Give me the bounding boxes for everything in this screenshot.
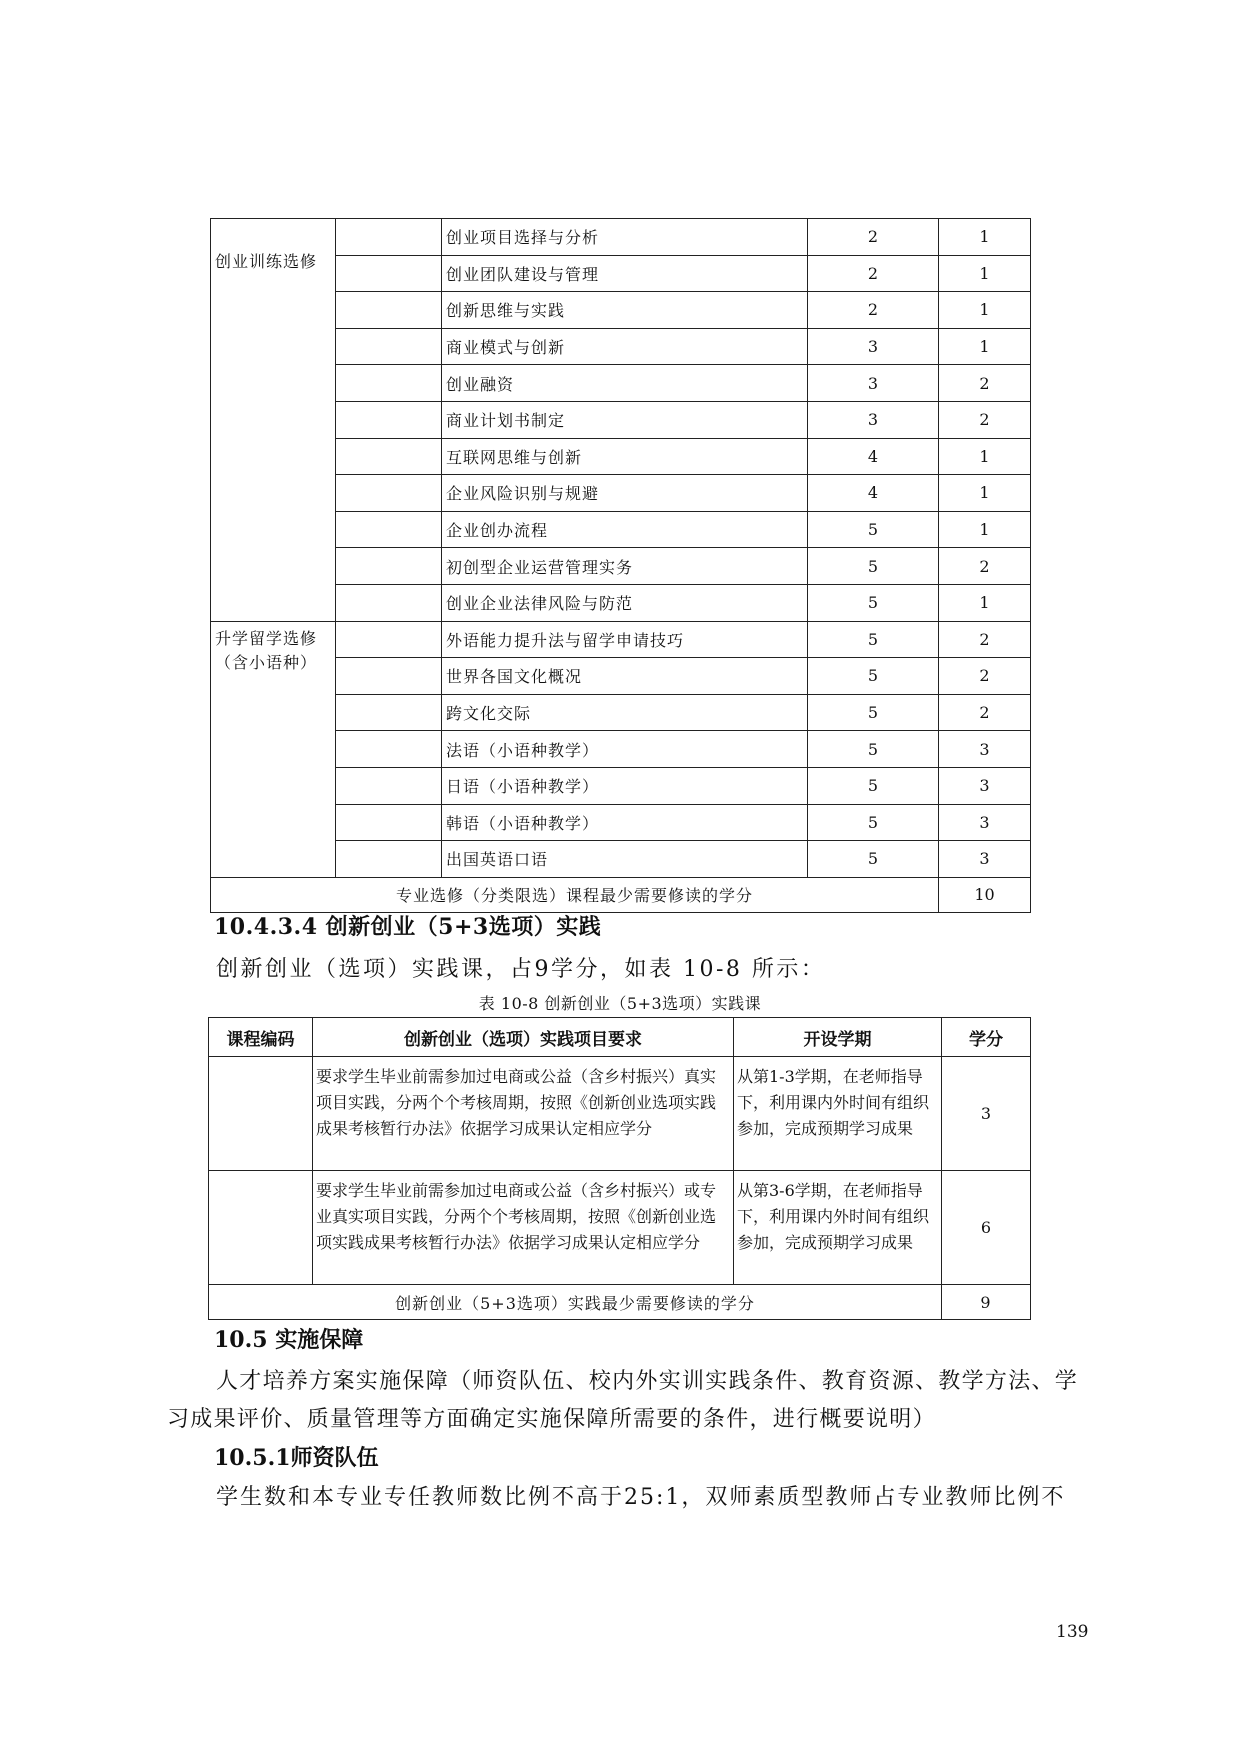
credit-cell: 2 <box>939 658 1031 695</box>
course-name: 企业创办流程 <box>442 511 808 548</box>
course-name: 日语（小语种教学） <box>442 767 808 804</box>
code-cell <box>336 658 442 695</box>
course-name: 出国英语口语 <box>442 841 808 878</box>
credit-cell: 2 <box>939 548 1031 585</box>
credit-cell: 1 <box>939 475 1031 512</box>
credit-cell: 2 <box>939 621 1031 658</box>
table-caption: 表 10-8 创新创业（5+3选项）实践课 <box>478 994 762 1013</box>
header-semester: 开设学期 <box>734 1018 942 1057</box>
requirement-cell: 要求学生毕业前需参加过电商或公益（含乡村振兴）真实项目实践，分两个个考核周期，按照《创新创业选项实践成果考核暂行办法》依据学习成果认定相应学分 <box>313 1057 734 1171</box>
summary-value: 10 <box>939 877 1031 912</box>
credit-cell: 2 <box>939 694 1031 731</box>
credit-cell: 2 <box>939 365 1031 402</box>
course-name: 创业团队建设与管理 <box>442 255 808 292</box>
code-cell <box>336 804 442 841</box>
summary-label: 专业选修（分类限选）课程最少需要修读的学分 <box>211 877 939 912</box>
code-cell <box>336 841 442 878</box>
course-name: 商业计划书制定 <box>442 401 808 438</box>
semester-cell: 5 <box>808 841 939 878</box>
semester-cell: 4 <box>808 438 939 475</box>
code-cell <box>336 328 442 365</box>
practice-table <box>208 1017 1031 1320</box>
course-name: 商业模式与创新 <box>442 328 808 365</box>
semester-cell: 5 <box>808 548 939 585</box>
code-cell <box>336 219 442 256</box>
credit-cell: 3 <box>939 804 1031 841</box>
category-label <box>215 622 331 675</box>
category-line: （含小语种） <box>215 652 318 672</box>
summary-row <box>211 877 1031 912</box>
course-name: 法语（小语种教学） <box>442 731 808 768</box>
semester-cell: 4 <box>808 475 939 512</box>
credit-cell: 1 <box>939 328 1031 365</box>
semester-cell: 5 <box>808 804 939 841</box>
semester-cell: 从第1-3学期，在老师指导下，利用课内外时间有组织参加，完成预期学习成果 <box>734 1057 942 1171</box>
credit-cell: 1 <box>939 255 1031 292</box>
semester-cell: 2 <box>808 292 939 329</box>
course-code-cell <box>209 1057 313 1171</box>
elective-course-table <box>210 218 1031 913</box>
credit-cell: 1 <box>939 511 1031 548</box>
section-heading-10-5-1: 10.5.1师资队伍 <box>214 1445 379 1471</box>
course-name: 跨文化交际 <box>442 694 808 731</box>
code-cell <box>336 584 442 621</box>
table-row <box>211 621 1031 658</box>
summary-label: 创新创业（5+3选项）实践最少需要修读的学分 <box>209 1285 942 1320</box>
credit-cell: 2 <box>939 401 1031 438</box>
semester-cell: 3 <box>808 328 939 365</box>
code-cell <box>336 255 442 292</box>
section-heading-10-4-3-4: 10.4.3.4 创新创业（5+3选项）实践 <box>214 914 602 940</box>
category-line: 升学留学选修 <box>215 628 318 648</box>
credit-cell: 3 <box>939 841 1031 878</box>
course-name: 初创型企业运营管理实务 <box>442 548 808 585</box>
semester-cell: 5 <box>808 511 939 548</box>
course-name: 韩语（小语种教学） <box>442 804 808 841</box>
course-name: 创业企业法律风险与防范 <box>442 584 808 621</box>
semester-cell: 5 <box>808 731 939 768</box>
credit-cell: 3 <box>939 767 1031 804</box>
semester-cell: 3 <box>808 365 939 402</box>
header-course-code: 课程编码 <box>209 1018 313 1057</box>
semester-cell: 2 <box>808 219 939 256</box>
code-cell <box>336 292 442 329</box>
semester-cell: 从第3-6学期，在老师指导下，利用课内外时间有组织参加，完成预期学习成果 <box>734 1171 942 1285</box>
code-cell <box>336 475 442 512</box>
code-cell <box>336 401 442 438</box>
paragraph-text: 人才培养方案实施保障（师资队伍、校内外实训实践条件、教育资源、教学方法、学习成果评价、质量管理等方面确定实施保障所需要的条件，进行概要说明） <box>167 1369 1079 1432</box>
code-cell <box>336 365 442 402</box>
table-row <box>209 1057 1031 1171</box>
category-cell <box>211 621 336 877</box>
credit-cell: 1 <box>939 584 1031 621</box>
semester-cell: 5 <box>808 658 939 695</box>
course-name: 创业项目选择与分析 <box>442 219 808 256</box>
practice-table-header-row <box>209 1018 1031 1057</box>
section-paragraph-10-4-3-4: 创新创业（选项）实践课，占9学分，如表 10-8 所示： <box>216 957 826 982</box>
section-paragraph-10-5 <box>167 1363 1087 1439</box>
elective-course-table-body <box>211 219 1031 913</box>
table-row <box>211 219 1031 256</box>
semester-cell: 5 <box>808 584 939 621</box>
course-name: 创业融资 <box>442 365 808 402</box>
semester-cell: 3 <box>808 401 939 438</box>
code-cell <box>336 731 442 768</box>
requirement-cell: 要求学生毕业前需参加过电商或公益（含乡村振兴）或专业真实项目实践，分两个个考核周期，按照《创新创业选项实践成果考核暂行办法》依据学习成果认定相应学分 <box>313 1171 734 1285</box>
code-cell <box>336 694 442 731</box>
semester-cell: 5 <box>808 694 939 731</box>
section-paragraph-10-5-1: 学生数和本专业专任教师数比例不高于25:1，双师素质型教师占专业教师比例不 <box>216 1485 1066 1510</box>
semester-cell: 2 <box>808 255 939 292</box>
credit-cell: 6 <box>942 1171 1031 1285</box>
header-requirement: 创新创业（选项）实践项目要求 <box>313 1018 734 1057</box>
category-label <box>215 219 331 274</box>
category-line: 创业训练选修 <box>215 252 318 271</box>
summary-row <box>209 1285 1031 1320</box>
course-name: 企业风险识别与规避 <box>442 475 808 512</box>
header-credit: 学分 <box>942 1018 1031 1057</box>
credit-cell: 3 <box>942 1057 1031 1171</box>
page-number: 139 <box>1056 1622 1089 1642</box>
code-cell <box>336 548 442 585</box>
category-cell <box>211 219 336 622</box>
course-name: 世界各国文化概况 <box>442 658 808 695</box>
credit-cell: 1 <box>939 438 1031 475</box>
code-cell <box>336 511 442 548</box>
credit-cell: 1 <box>939 219 1031 256</box>
course-name: 外语能力提升法与留学申请技巧 <box>442 621 808 658</box>
course-name: 创新思维与实践 <box>442 292 808 329</box>
semester-cell: 5 <box>808 767 939 804</box>
course-code-cell <box>209 1171 313 1285</box>
section-heading-10-5: 10.5 实施保障 <box>214 1327 364 1353</box>
code-cell <box>336 438 442 475</box>
credit-cell: 1 <box>939 292 1031 329</box>
code-cell <box>336 621 442 658</box>
course-name: 互联网思维与创新 <box>442 438 808 475</box>
table-row <box>209 1171 1031 1285</box>
credit-cell: 3 <box>939 731 1031 768</box>
code-cell <box>336 767 442 804</box>
semester-cell: 5 <box>808 621 939 658</box>
summary-value: 9 <box>942 1285 1031 1320</box>
